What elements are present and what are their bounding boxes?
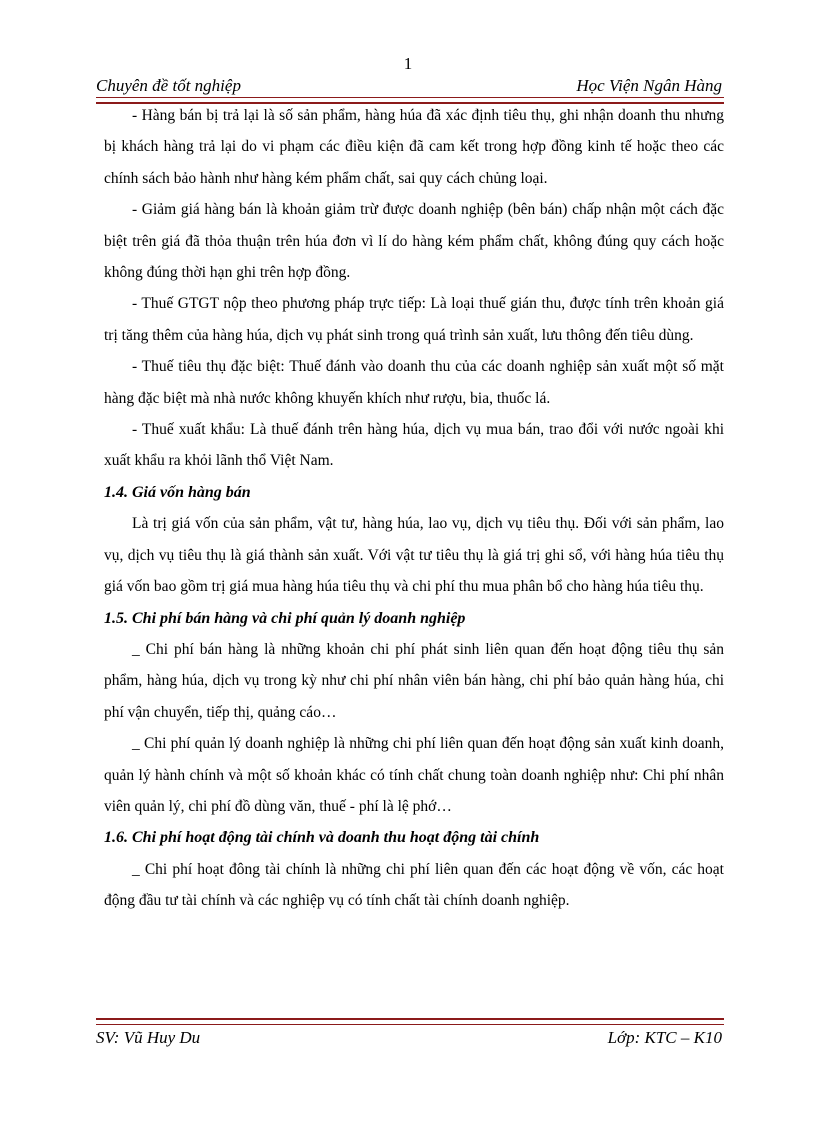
paragraph: - Thuế xuất khẩu: Là thuế đánh trên hàng húa, dịch vụ mua bán, trao đổi với nước ngoài khi xuất khẩu ra khỏi lãnh thổ Việt Nam. [104,421,724,470]
header-right-institution: Học Viện Ngân Hàng [576,76,722,95]
page-footer [96,1028,722,1050]
page-header [96,76,722,98]
paragraph: - Giảm giá hàng bán là khoản giảm trừ được doanh nghiệp (bên bán) chấp nhận một cách đặc biệt trên giá đã thỏa thuận trên húa đơn vì lí do hàng kém phẩm chất, không đúng quy cách hoặc không đúng thời hạn ghi trên hợp đồng. [104,201,724,282]
paragraph: Là trị giá vốn của sản phẩm, vật tư, hàng húa, lao vụ, dịch vụ tiêu thụ. Đối với sản phẩm, lao vụ, dịch vụ tiêu thụ là giá thành sản xuất. Với vật tư tiêu thụ là giá trị ghi sổ, với hàng húa tiêu thụ giá vốn bao gồm trị giá mua hàng húa tiêu thụ và chi phí thu mua phân bổ cho hàng húa tiêu thụ. [104,515,724,596]
page-number: 1 [403,54,413,73]
header-left-title: Chuyên đề tốt nghiệp [96,76,241,95]
paragraph: _ Chi phí quản lý doanh nghiệp là những chi phí liên quan đến hoạt động sản xuất kinh doanh, quản lý hành chính và một số khoản khác có tính chất chung toàn doanh nghiệp như: Chi phí nhân viên quản lý, chi phí đồ dùng văn, thuế - phí là lệ phớ… [104,735,724,815]
paragraph: - Hàng bán bị trả lại là số sản phẩm, hàng húa đã xác định tiêu thụ, ghi nhận doanh thu nhưng bị khách hàng trả lại do vi phạm các điều kiện đã cam kết trong hợp đồng kinh tế hoặc theo các chính sách bảo hành như hàng kém phẩm chất, sai quy cách chủng loại. [104,107,724,187]
section-heading: 1.5. Chi phí bán hàng và chi phí quản lý doanh nghiệp [104,609,466,627]
footer-student-name: SV: Vũ Huy Du [96,1028,201,1047]
footer-class: Lớp: KTC – K10 [607,1028,722,1047]
footer-divider [96,1018,724,1025]
paragraph: _ Chi phí hoạt đông tài chính là những chi phí liên quan đến các hoạt động về vốn, các hoạt động đầu tư tài chính và các nghiệp vụ có tính chất tài chính doanh nghiệp. [104,860,724,910]
section-heading: 1.6. Chi phí hoạt động tài chính và doanh thu hoạt động tài chính [104,829,540,847]
document-body [104,100,724,917]
paragraph: _ Chi phí bán hàng là những khoản chi phí phát sinh liên quan đến hoạt động tiêu thụ sản phẩm, hàng húa, dịch vụ trong kỳ như chi phí nhân viên bán hàng, chi phí bảo quản hàng húa, chi phí vận chuyển, tiếp thị, quảng cáo… [104,640,724,721]
paragraph: - Thuế GTGT nộp theo phương pháp trực tiếp: Là loại thuế gián thu, được tính trên khoản giá trị tăng thêm của hàng húa, dịch vụ phát sinh trong quá trình sản xuất, lưu thông đến tiêu dùng. [104,295,724,344]
paragraph: - Thuế tiêu thụ đặc biệt: Thuế đánh vào doanh thu của các doanh nghiệp sản xuất một số mặt hàng đặc biệt mà nhà nước không khuyến khích như rượu, bia, thuốc lá. [104,358,724,407]
section-heading: 1.4. Giá vốn hàng bán [104,483,251,501]
